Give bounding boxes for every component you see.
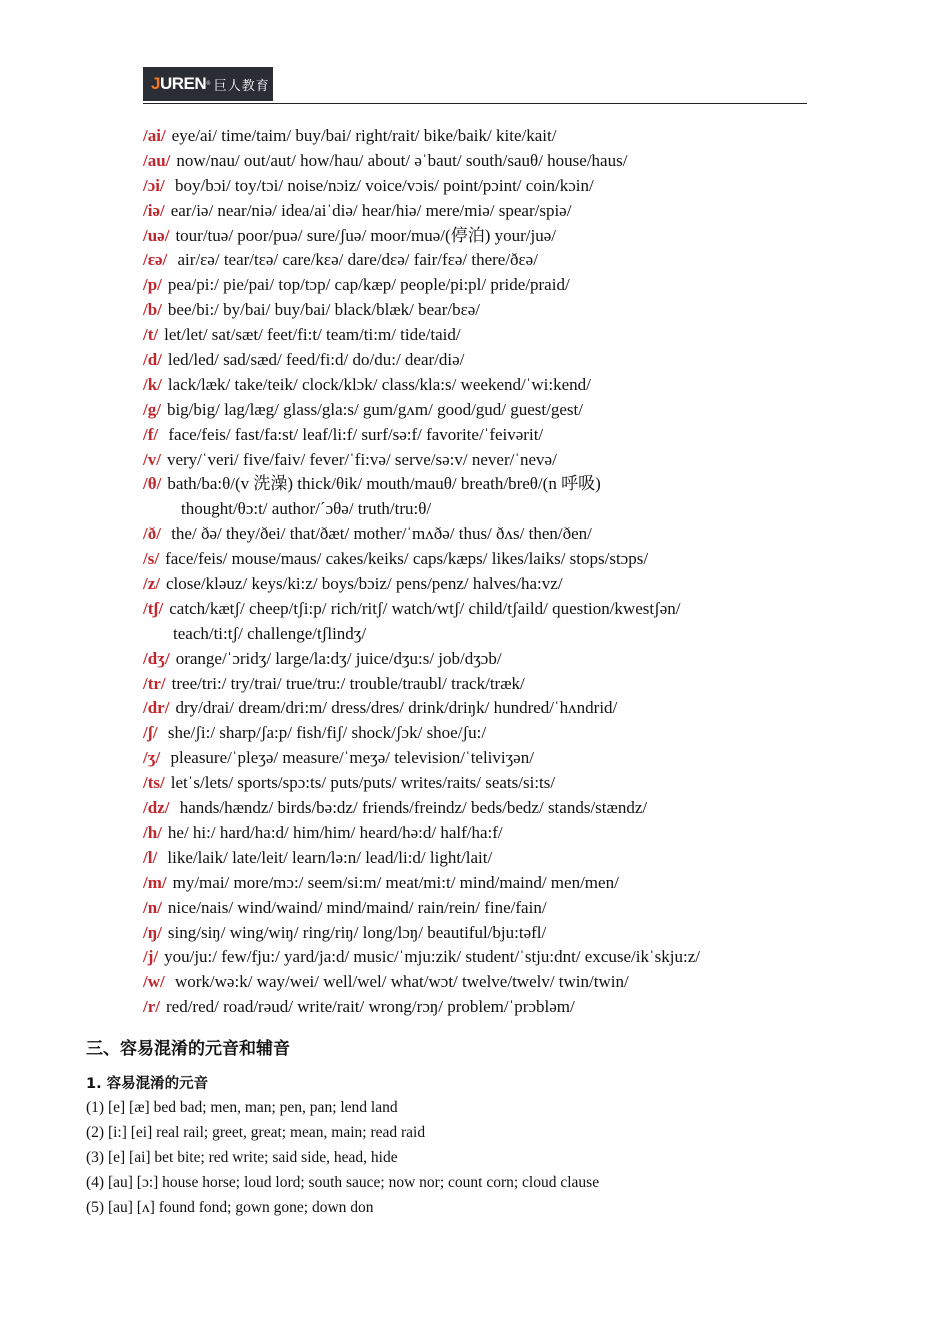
phonetic-examples: catch/kætʃ/ cheep/tʃi:p/ rich/ritʃ/ watch/wtʃ/ child/tʃaild/ question/kwestʃən/ [169, 598, 681, 618]
phonetic-row [143, 721, 823, 746]
phonetic-examples: tree/tri:/ try/trai/ true/tru:/ trouble/traubl/ track/træk/ [171, 673, 525, 693]
phonetic-row [143, 423, 823, 448]
phonetic-symbol: /dʒ/ [143, 648, 170, 668]
phonetic-examples: air/ɛə/ tear/tɛə/ care/kɛə/ dare/dɛə/ fair/fɛə/ there/ðɛə/ [173, 250, 538, 270]
logo-registered-mark: ® [206, 81, 211, 87]
phonetic-examples: bee/bi:/ by/bai/ buy/bai/ black/blæk/ bear/bɛə/ [167, 300, 481, 320]
phonetic-symbol: /m/ [143, 872, 167, 892]
phonetic-row [143, 448, 823, 473]
phonetic-examples: like/laik/ late/leit/ learn/lə:n/ lead/li:d/ light/lait/ [163, 847, 493, 867]
phonetic-examples: thought/θɔ:t/ author/ˊɔθə/ truth/tru:θ/ [181, 499, 432, 519]
phonetic-symbol: /d/ [143, 350, 162, 370]
phonetic-examples: very/ˈveri/ five/faiv/ fever/ˈfi:və/ serve/sə:v/ never/ˈnevə/ [166, 449, 557, 469]
phonetic-examples: eye/ai/ time/taim/ buy/bai/ right/rait/ bike/baik/ kite/kait/ [171, 126, 557, 145]
phonetic-symbol: /dr/ [143, 698, 170, 718]
phonetic-row [143, 696, 823, 721]
juren-logo [143, 67, 273, 101]
phonetic-examples: dry/drai/ dream/dri:m/ dress/dres/ drink/driŋk/ hundred/ˈhʌndrid/ [175, 698, 618, 718]
phonetic-row [143, 547, 823, 572]
phonetic-row [143, 522, 823, 547]
phonetic-symbol: /s/ [143, 549, 160, 569]
phonetic-symbol: /v/ [143, 449, 161, 469]
phonetic-symbol: /ts/ [143, 773, 165, 793]
phonetic-row [143, 896, 823, 921]
phonetic-examples: the/ ðə/ they/ðei/ that/ðæt/ mother/ˈmʌðə/ thus/ ðʌs/ then/ðen/ [166, 524, 592, 544]
phonetic-examples: ear/iə/ near/niə/ idea/aiˈdiə/ hear/hiə/ mere/miə/ spear/spiə/ [170, 200, 572, 220]
phonetic-symbol: /ɔi/ [143, 175, 165, 195]
phonetic-row [143, 746, 823, 771]
phonetic-examples: big/big/ lag/læg/ glass/gla:s/ gum/gʌm/ good/gud/ guest/gest/ [166, 399, 583, 419]
phonetic-symbol: /iə/ [143, 200, 165, 220]
phonetic-row [143, 871, 823, 896]
phonetic-row [143, 647, 823, 672]
phonetic-row [143, 373, 823, 398]
phonetic-symbol: /k/ [143, 374, 162, 394]
phonetic-row [143, 597, 823, 622]
phonetic-examples: bath/ba:θ/(v 洗澡) thick/θik/ mouth/mauθ/ breath/breθ/(n 呼吸) [167, 474, 601, 494]
phonetic-symbol: /ŋ/ [143, 922, 162, 942]
phonetic-examples: red/red/ road/rəud/ write/rait/ wrong/rɔŋ/ problem/ˈprɔbləm/ [166, 997, 575, 1017]
phonetic-symbol: /θ/ [143, 474, 162, 494]
phonetic-examples: now/nau/ out/aut/ how/hau/ about/ əˈbaut/ south/sauθ/ house/haus/ [176, 150, 628, 170]
phonetic-symbol: /f/ [143, 424, 159, 444]
phonetic-row [143, 995, 823, 1020]
phonetic-examples: pleasure/ˈpleʒə/ measure/ˈmeʒə/ television/ˈteliviʒən/ [166, 748, 534, 768]
vowel-pair-item: (4) [au] [ɔ:] house horse; loud lord; south sauce; now nor; count corn; cloud clause [86, 1173, 600, 1191]
phonetic-symbol: /h/ [143, 822, 162, 842]
phonetic-examples: face/feis/ fast/fa:st/ leaf/li:f/ surf/sə:f/ favorite/ˈfeivərit/ [164, 424, 544, 444]
phonetic-row [143, 970, 823, 995]
phonetic-row [143, 622, 823, 647]
phonetic-symbol: /r/ [143, 997, 160, 1017]
phonetic-examples: teach/ti:tʃ/ challenge/tʃlindʒ/ [173, 623, 367, 643]
phonetic-row [143, 821, 823, 846]
phonetic-row [143, 174, 823, 199]
phonetic-examples: hands/hændz/ birds/bə:dz/ friends/freindz/ beds/bedz/ stands/stændz/ [175, 798, 648, 818]
phonetic-symbol: /ɛə/ [143, 250, 168, 270]
phonetic-row [143, 149, 823, 174]
phonetic-row [143, 572, 823, 597]
vowel-pair-item: (3) [e] [ai] bet bite; red write; said side, head, hide [86, 1148, 398, 1166]
phonetic-symbol: /ʃ/ [143, 723, 158, 743]
phonetic-examples: she/ʃi:/ sharp/ʃa:p/ fish/fiʃ/ shock/ʃɔk/ shoe/ʃu:/ [163, 723, 487, 743]
phonetic-row [143, 472, 823, 497]
phonetic-symbol: /dz/ [143, 798, 170, 818]
phonetic-row [143, 921, 823, 946]
phonetic-row [143, 497, 823, 522]
phonetic-examples: let/let/ sat/sæt/ feet/fi:t/ team/ti:m/ tide/taid/ [164, 325, 461, 345]
phonetic-symbol: /tʃ/ [143, 598, 164, 618]
phonetic-examples: sing/siŋ/ wing/wiŋ/ ring/riŋ/ long/lɔŋ/ beautiful/bju:təfl/ [167, 922, 547, 942]
phonetic-row [143, 771, 823, 796]
logo-chinese-name: 巨人教育 [213, 78, 270, 94]
page-header [143, 67, 807, 104]
phonetic-symbol: /uə/ [143, 225, 170, 245]
phonetic-row [143, 796, 823, 821]
vowel-pair-item: (2) [i:] [ei] real rail; greet, great; mean, main; read raid [86, 1123, 426, 1141]
logo-letters-uren: UREN [159, 74, 207, 93]
phonetic-examples: face/feis/ mouse/maus/ cakes/keiks/ caps/kæps/ likes/laiks/ stops/stɔps/ [165, 549, 649, 569]
phonetic-row [143, 945, 823, 970]
phonetic-examples: led/led/ sad/sæd/ feed/fi:d/ do/du:/ dear/diə/ [167, 350, 465, 370]
phonetic-symbol: /z/ [143, 574, 160, 594]
phonetic-row [143, 199, 823, 224]
phonetic-examples: he/ hi:/ hard/ha:d/ him/him/ heard/hə:d/ half/ha:f/ [167, 822, 503, 842]
phonetic-row [143, 224, 823, 249]
phonetic-row [143, 124, 823, 149]
phonetic-examples: lack/læk/ take/teik/ clock/klɔk/ class/kla:s/ weekend/ˈwi:kend/ [167, 374, 591, 394]
phonetic-examples: my/mai/ more/mɔ:/ seem/si:m/ meat/mi:t/ mind/maind/ men/men/ [172, 872, 619, 892]
phonetic-symbol: /t/ [143, 325, 159, 345]
phonetic-row [143, 248, 823, 273]
phonetic-symbol: /l/ [143, 847, 158, 867]
phonetic-symbol: /n/ [143, 897, 162, 917]
phonetic-examples: orange/ˈɔridʒ/ large/la:dʒ/ juice/dʒu:s/ job/dʒɔb/ [175, 648, 502, 668]
phonetic-examples: nice/nais/ wind/waind/ mind/maind/ rain/rein/ fine/fain/ [167, 897, 547, 917]
phonetic-examples: close/kləuz/ keys/ki:z/ boys/bɔiz/ pens/penz/ halves/ha:vz/ [166, 574, 563, 594]
confusing-vowel-list [86, 1096, 599, 1220]
phonetic-row [143, 323, 823, 348]
vowel-pair-item: (5) [au] [ʌ] found fond; gown gone; down don [86, 1198, 374, 1216]
phonetic-symbol: /b/ [143, 300, 162, 320]
phonetic-symbol: /p/ [143, 275, 162, 295]
phonetic-row [143, 298, 823, 323]
phonetic-symbol: /tr/ [143, 673, 166, 693]
phonetic-row [143, 846, 823, 871]
phonetic-symbol: /au/ [143, 150, 171, 170]
phonetic-row [143, 273, 823, 298]
phonetic-row [143, 672, 823, 697]
phonetic-row [143, 348, 823, 373]
section-title: 三、容易混淆的元音和辅音 [86, 1039, 290, 1059]
section-subtitle: 1. 容易混淆的元音 [86, 1076, 209, 1092]
phonetic-examples: tour/tuə/ poor/puə/ sure/ʃuə/ moor/muə/(停泊) your/juə/ [175, 225, 556, 245]
phonetic-examples: you/ju:/ few/fju:/ yard/ja:d/ music/ˈmju:zik/ student/ˈstju:dnt/ excuse/ikˈskju:z/ [164, 947, 700, 967]
vowel-pair-item: (1) [e] [æ] bed bad; men, man; pen, pan; lend land [86, 1099, 398, 1116]
phonetic-examples: boy/bɔi/ toy/tɔi/ noise/nɔiz/ voice/vɔis/ point/pɔint/ coin/kɔin/ [170, 175, 594, 195]
phonetic-symbol-list [143, 124, 823, 1020]
phonetic-symbol: /ai/ [143, 126, 166, 145]
phonetic-symbol: /ð/ [143, 524, 161, 544]
phonetic-symbol: /g/ [143, 399, 161, 419]
phonetic-examples: letˈs/lets/ sports/spɔ:ts/ puts/puts/ writes/raits/ seats/si:ts/ [170, 773, 556, 793]
logo-letter-j: J [151, 74, 160, 93]
phonetic-symbol: /ʒ/ [143, 748, 161, 768]
phonetic-symbol: /w/ [143, 972, 165, 992]
phonetic-examples: pea/pi:/ pie/pai/ top/tɔp/ cap/kæp/ people/pi:pl/ pride/praid/ [167, 275, 570, 295]
phonetic-symbol: /j/ [143, 947, 159, 967]
phonetic-examples: work/wə:k/ way/wei/ well/wel/ what/wɔt/ twelve/twelv/ twin/twin/ [170, 972, 629, 992]
phonetic-row [143, 398, 823, 423]
